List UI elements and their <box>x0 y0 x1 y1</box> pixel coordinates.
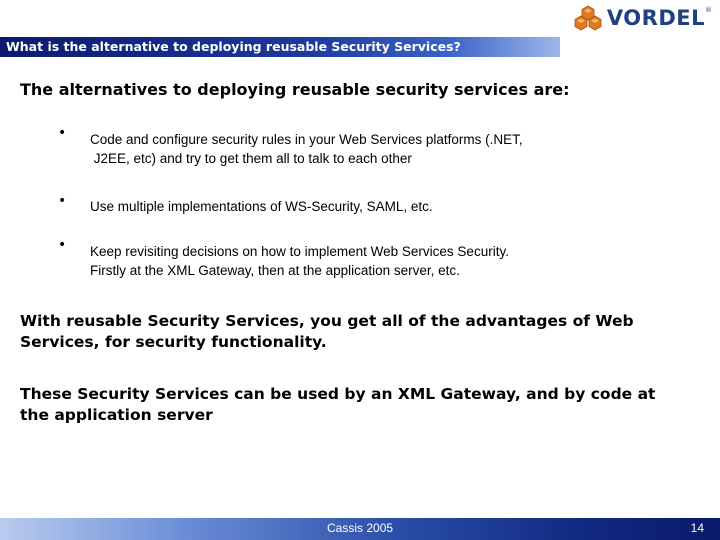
advantages-paragraph: With reusable Security Services, you get all of the advantages of Web Services, for security functionality. <box>20 312 634 351</box>
footer-bar <box>0 518 720 540</box>
bullet-marker: • <box>58 237 67 253</box>
page-number: 14 <box>690 521 704 535</box>
bullet-item: Code and configure security rules in your Web Services platforms (.NET, J2EE, etc) and try to get them all to talk to each other <box>90 132 523 166</box>
bullet-item: Use multiple implementations of WS-Security, SAML, etc. <box>90 199 433 214</box>
bullet-marker: • <box>58 193 67 209</box>
vordel-logo-icon <box>573 5 603 31</box>
footer-event: Cassis 2005 <box>327 521 394 535</box>
slide-title-bar <box>0 37 560 57</box>
logo-registered-mark: ® <box>705 6 712 14</box>
bullet-marker: • <box>58 125 67 141</box>
usage-paragraph: These Security Services can be used by an XML Gateway, and by code at the application server <box>20 385 656 424</box>
slide-title: What is the alternative to deploying reusable Security Services? <box>6 39 461 54</box>
vordel-logo <box>573 4 712 32</box>
logo-text: VORDEL <box>606 6 705 30</box>
intro-heading: The alternatives to deploying reusable security services are: <box>20 80 570 99</box>
bullet-item: Keep revisiting decisions on how to implement Web Services Security. Firstly at the XML Gateway, then at the application server, etc. <box>90 244 509 278</box>
